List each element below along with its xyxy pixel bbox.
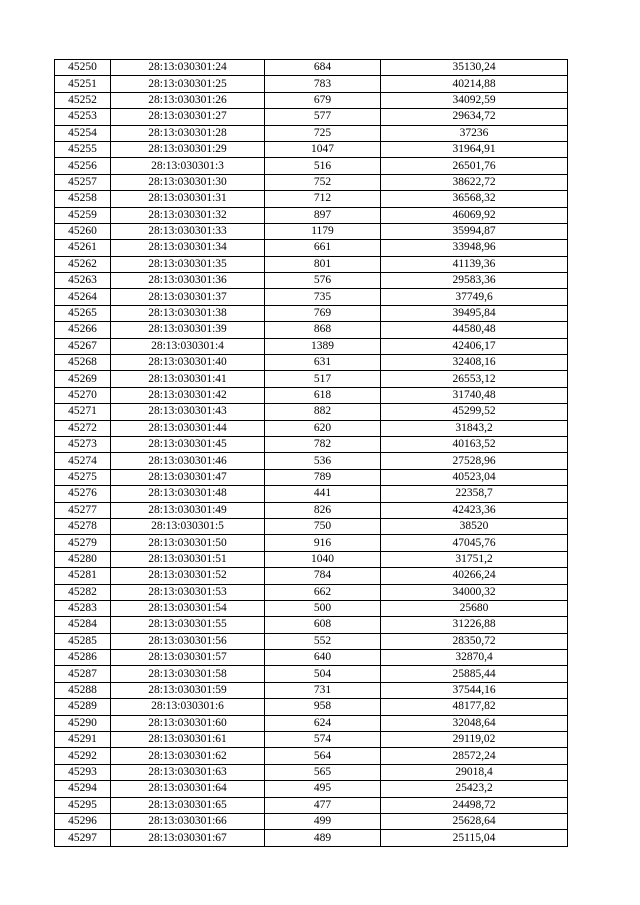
row-number-cell: 45268 — [55, 355, 111, 371]
cadastral-number-cell: 28:13:030301:42 — [111, 387, 265, 403]
cadastral-number-cell: 28:13:030301:53 — [111, 584, 265, 600]
cadastral-number-cell: 28:13:030301:27 — [111, 109, 265, 125]
row-number-cell: 45289 — [55, 699, 111, 715]
table-row — [55, 699, 568, 715]
table-row — [55, 715, 568, 731]
row-number-cell: 45296 — [55, 813, 111, 829]
row-number-cell: 45277 — [55, 502, 111, 518]
cadastral-number-cell: 28:13:030301:38 — [111, 305, 265, 321]
row-number-cell: 45271 — [55, 404, 111, 420]
area-cell: 499 — [265, 813, 381, 829]
area-cell: 916 — [265, 535, 381, 551]
area-cell: 882 — [265, 404, 381, 420]
cadastral-number-cell: 28:13:030301:34 — [111, 240, 265, 256]
value-cell: 32048,64 — [381, 715, 568, 731]
value-cell: 31964,91 — [381, 141, 568, 157]
row-number-cell: 45259 — [55, 207, 111, 223]
cadastral-number-cell: 28:13:030301:25 — [111, 76, 265, 92]
area-cell: 495 — [265, 781, 381, 797]
row-number-cell: 45290 — [55, 715, 111, 731]
value-cell: 40523,04 — [381, 469, 568, 485]
value-cell: 40214,88 — [381, 76, 568, 92]
row-number-cell: 45256 — [55, 158, 111, 174]
value-cell: 39495,84 — [381, 305, 568, 321]
table-row — [55, 109, 568, 125]
row-number-cell: 45261 — [55, 240, 111, 256]
row-number-cell: 45274 — [55, 453, 111, 469]
value-cell: 42423,36 — [381, 502, 568, 518]
table-row — [55, 404, 568, 420]
value-cell: 36568,32 — [381, 191, 568, 207]
value-cell: 28572,24 — [381, 748, 568, 764]
row-number-cell: 45288 — [55, 682, 111, 698]
value-cell: 24498,72 — [381, 797, 568, 813]
area-cell: 516 — [265, 158, 381, 174]
cadastral-number-cell: 28:13:030301:44 — [111, 420, 265, 436]
table-row — [55, 191, 568, 207]
area-cell: 608 — [265, 617, 381, 633]
value-cell: 40163,52 — [381, 436, 568, 452]
cadastral-number-cell: 28:13:030301:62 — [111, 748, 265, 764]
row-number-cell: 45253 — [55, 109, 111, 125]
cadastral-number-cell: 28:13:030301:37 — [111, 289, 265, 305]
row-number-cell: 45265 — [55, 305, 111, 321]
area-cell: 712 — [265, 191, 381, 207]
area-cell: 1389 — [265, 338, 381, 354]
area-cell: 868 — [265, 322, 381, 338]
value-cell: 29634,72 — [381, 109, 568, 125]
value-cell: 25628,64 — [381, 813, 568, 829]
value-cell: 34000,32 — [381, 584, 568, 600]
table-row — [55, 273, 568, 289]
row-number-cell: 45275 — [55, 469, 111, 485]
table-row — [55, 813, 568, 829]
row-number-cell: 45295 — [55, 797, 111, 813]
table-row — [55, 207, 568, 223]
value-cell: 32408,16 — [381, 355, 568, 371]
cadastral-number-cell: 28:13:030301:4 — [111, 338, 265, 354]
area-cell: 662 — [265, 584, 381, 600]
cadastral-number-cell: 28:13:030301:43 — [111, 404, 265, 420]
value-cell: 41139,36 — [381, 256, 568, 272]
row-number-cell: 45254 — [55, 125, 111, 141]
row-number-cell: 45291 — [55, 732, 111, 748]
row-number-cell: 45251 — [55, 76, 111, 92]
row-number-cell: 45294 — [55, 781, 111, 797]
area-cell: 750 — [265, 518, 381, 534]
area-cell: 1040 — [265, 551, 381, 567]
row-number-cell: 45269 — [55, 371, 111, 387]
row-number-cell: 45293 — [55, 764, 111, 780]
table-row — [55, 174, 568, 190]
cadastral-number-cell: 28:13:030301:66 — [111, 813, 265, 829]
value-cell: 31740,48 — [381, 387, 568, 403]
cadastral-number-cell: 28:13:030301:59 — [111, 682, 265, 698]
cadastral-number-cell: 28:13:030301:39 — [111, 322, 265, 338]
area-cell: 752 — [265, 174, 381, 190]
table-row — [55, 453, 568, 469]
cadastral-number-cell: 28:13:030301:65 — [111, 797, 265, 813]
table-row — [55, 666, 568, 682]
table-row — [55, 781, 568, 797]
row-number-cell: 45267 — [55, 338, 111, 354]
value-cell: 26553,12 — [381, 371, 568, 387]
area-cell: 631 — [265, 355, 381, 371]
cadastral-number-cell: 28:13:030301:5 — [111, 518, 265, 534]
value-cell: 29018,4 — [381, 764, 568, 780]
value-cell: 46069,92 — [381, 207, 568, 223]
cadastral-table — [54, 59, 568, 847]
table-row — [55, 289, 568, 305]
row-number-cell: 45297 — [55, 830, 111, 846]
row-number-cell: 45255 — [55, 141, 111, 157]
value-cell: 28350,72 — [381, 633, 568, 649]
table-row — [55, 469, 568, 485]
cadastral-number-cell: 28:13:030301:46 — [111, 453, 265, 469]
table-row — [55, 650, 568, 666]
value-cell: 29583,36 — [381, 273, 568, 289]
table-row — [55, 502, 568, 518]
cadastral-number-cell: 28:13:030301:32 — [111, 207, 265, 223]
table-row — [55, 158, 568, 174]
cadastral-number-cell: 28:13:030301:29 — [111, 141, 265, 157]
document-page — [54, 59, 567, 847]
area-cell: 574 — [265, 732, 381, 748]
table-row — [55, 338, 568, 354]
table-row — [55, 240, 568, 256]
area-cell: 620 — [265, 420, 381, 436]
table-row — [55, 518, 568, 534]
row-number-cell: 45286 — [55, 650, 111, 666]
value-cell: 25115,04 — [381, 830, 568, 846]
value-cell: 31751,2 — [381, 551, 568, 567]
area-cell: 783 — [265, 76, 381, 92]
value-cell: 32870,4 — [381, 650, 568, 666]
cadastral-number-cell: 28:13:030301:47 — [111, 469, 265, 485]
area-cell: 576 — [265, 273, 381, 289]
cadastral-number-cell: 28:13:030301:3 — [111, 158, 265, 174]
table-row — [55, 420, 568, 436]
table-row — [55, 568, 568, 584]
cadastral-number-cell: 28:13:030301:41 — [111, 371, 265, 387]
row-number-cell: 45278 — [55, 518, 111, 534]
row-number-cell: 45258 — [55, 191, 111, 207]
table-row — [55, 617, 568, 633]
table-row — [55, 76, 568, 92]
value-cell: 42406,17 — [381, 338, 568, 354]
value-cell: 25885,44 — [381, 666, 568, 682]
row-number-cell: 45272 — [55, 420, 111, 436]
table-row — [55, 125, 568, 141]
area-cell: 731 — [265, 682, 381, 698]
row-number-cell: 45250 — [55, 60, 111, 76]
cadastral-number-cell: 28:13:030301:45 — [111, 436, 265, 452]
area-cell: 577 — [265, 109, 381, 125]
value-cell: 37544,16 — [381, 682, 568, 698]
cadastral-number-cell: 28:13:030301:33 — [111, 223, 265, 239]
row-number-cell: 45264 — [55, 289, 111, 305]
value-cell: 25680 — [381, 600, 568, 616]
table-row — [55, 141, 568, 157]
cadastral-number-cell: 28:13:030301:50 — [111, 535, 265, 551]
area-cell: 504 — [265, 666, 381, 682]
cadastral-number-cell: 28:13:030301:31 — [111, 191, 265, 207]
area-cell: 441 — [265, 486, 381, 502]
area-cell: 784 — [265, 568, 381, 584]
area-cell: 500 — [265, 600, 381, 616]
cadastral-number-cell: 28:13:030301:61 — [111, 732, 265, 748]
row-number-cell: 45252 — [55, 92, 111, 108]
row-number-cell: 45279 — [55, 535, 111, 551]
area-cell: 624 — [265, 715, 381, 731]
row-number-cell: 45280 — [55, 551, 111, 567]
table-row — [55, 764, 568, 780]
table-row — [55, 748, 568, 764]
table-row — [55, 551, 568, 567]
value-cell: 35130,24 — [381, 60, 568, 76]
row-number-cell: 45281 — [55, 568, 111, 584]
cadastral-number-cell: 28:13:030301:60 — [111, 715, 265, 731]
cadastral-number-cell: 28:13:030301:58 — [111, 666, 265, 682]
table-row — [55, 535, 568, 551]
area-cell: 801 — [265, 256, 381, 272]
value-cell: 25423,2 — [381, 781, 568, 797]
area-cell: 679 — [265, 92, 381, 108]
area-cell: 640 — [265, 650, 381, 666]
cadastral-number-cell: 28:13:030301:52 — [111, 568, 265, 584]
row-number-cell: 45273 — [55, 436, 111, 452]
cadastral-number-cell: 28:13:030301:57 — [111, 650, 265, 666]
row-number-cell: 45287 — [55, 666, 111, 682]
cadastral-number-cell: 28:13:030301:55 — [111, 617, 265, 633]
row-number-cell: 45284 — [55, 617, 111, 633]
area-cell: 684 — [265, 60, 381, 76]
cadastral-number-cell: 28:13:030301:36 — [111, 273, 265, 289]
value-cell: 37749,6 — [381, 289, 568, 305]
value-cell: 35994,87 — [381, 223, 568, 239]
area-cell: 618 — [265, 387, 381, 403]
table-row — [55, 322, 568, 338]
table-row — [55, 584, 568, 600]
table-row — [55, 92, 568, 108]
area-cell: 489 — [265, 830, 381, 846]
table-row — [55, 633, 568, 649]
cadastral-number-cell: 28:13:030301:24 — [111, 60, 265, 76]
table-row — [55, 256, 568, 272]
value-cell: 38520 — [381, 518, 568, 534]
table-row — [55, 682, 568, 698]
table-row — [55, 600, 568, 616]
area-cell: 958 — [265, 699, 381, 715]
cadastral-number-cell: 28:13:030301:26 — [111, 92, 265, 108]
area-cell: 735 — [265, 289, 381, 305]
table-row — [55, 436, 568, 452]
cadastral-number-cell: 28:13:030301:40 — [111, 355, 265, 371]
cadastral-number-cell: 28:13:030301:67 — [111, 830, 265, 846]
value-cell: 40266,24 — [381, 568, 568, 584]
area-cell: 564 — [265, 748, 381, 764]
table-row — [55, 797, 568, 813]
value-cell: 27528,96 — [381, 453, 568, 469]
value-cell: 34092,59 — [381, 92, 568, 108]
cadastral-number-cell: 28:13:030301:49 — [111, 502, 265, 518]
area-cell: 789 — [265, 469, 381, 485]
area-cell: 826 — [265, 502, 381, 518]
area-cell: 565 — [265, 764, 381, 780]
table-row — [55, 387, 568, 403]
table-row — [55, 355, 568, 371]
area-cell: 782 — [265, 436, 381, 452]
row-number-cell: 45260 — [55, 223, 111, 239]
value-cell: 26501,76 — [381, 158, 568, 174]
cadastral-number-cell: 28:13:030301:54 — [111, 600, 265, 616]
row-number-cell: 45257 — [55, 174, 111, 190]
cadastral-number-cell: 28:13:030301:28 — [111, 125, 265, 141]
area-cell: 517 — [265, 371, 381, 387]
area-cell: 477 — [265, 797, 381, 813]
area-cell: 725 — [265, 125, 381, 141]
cadastral-number-cell: 28:13:030301:48 — [111, 486, 265, 502]
cadastral-number-cell: 28:13:030301:56 — [111, 633, 265, 649]
area-cell: 1179 — [265, 223, 381, 239]
row-number-cell: 45270 — [55, 387, 111, 403]
value-cell: 22358,7 — [381, 486, 568, 502]
value-cell: 45299,52 — [381, 404, 568, 420]
table-row — [55, 830, 568, 846]
value-cell: 38622,72 — [381, 174, 568, 190]
row-number-cell: 45292 — [55, 748, 111, 764]
value-cell: 31226,88 — [381, 617, 568, 633]
area-cell: 536 — [265, 453, 381, 469]
cadastral-number-cell: 28:13:030301:6 — [111, 699, 265, 715]
row-number-cell: 45282 — [55, 584, 111, 600]
table-row — [55, 371, 568, 387]
table-row — [55, 732, 568, 748]
value-cell: 48177,82 — [381, 699, 568, 715]
table-row — [55, 223, 568, 239]
cadastral-number-cell: 28:13:030301:35 — [111, 256, 265, 272]
area-cell: 897 — [265, 207, 381, 223]
row-number-cell: 45285 — [55, 633, 111, 649]
value-cell: 31843,2 — [381, 420, 568, 436]
area-cell: 661 — [265, 240, 381, 256]
value-cell: 47045,76 — [381, 535, 568, 551]
cadastral-number-cell: 28:13:030301:51 — [111, 551, 265, 567]
area-cell: 769 — [265, 305, 381, 321]
row-number-cell: 45276 — [55, 486, 111, 502]
table-row — [55, 60, 568, 76]
area-cell: 552 — [265, 633, 381, 649]
table-body — [55, 60, 568, 847]
table-row — [55, 305, 568, 321]
cadastral-number-cell: 28:13:030301:63 — [111, 764, 265, 780]
area-cell: 1047 — [265, 141, 381, 157]
row-number-cell: 45262 — [55, 256, 111, 272]
value-cell: 44580,48 — [381, 322, 568, 338]
row-number-cell: 45266 — [55, 322, 111, 338]
row-number-cell: 45263 — [55, 273, 111, 289]
row-number-cell: 45283 — [55, 600, 111, 616]
value-cell: 29119,02 — [381, 732, 568, 748]
cadastral-number-cell: 28:13:030301:30 — [111, 174, 265, 190]
value-cell: 37236 — [381, 125, 568, 141]
value-cell: 33948,96 — [381, 240, 568, 256]
cadastral-number-cell: 28:13:030301:64 — [111, 781, 265, 797]
table-row — [55, 486, 568, 502]
